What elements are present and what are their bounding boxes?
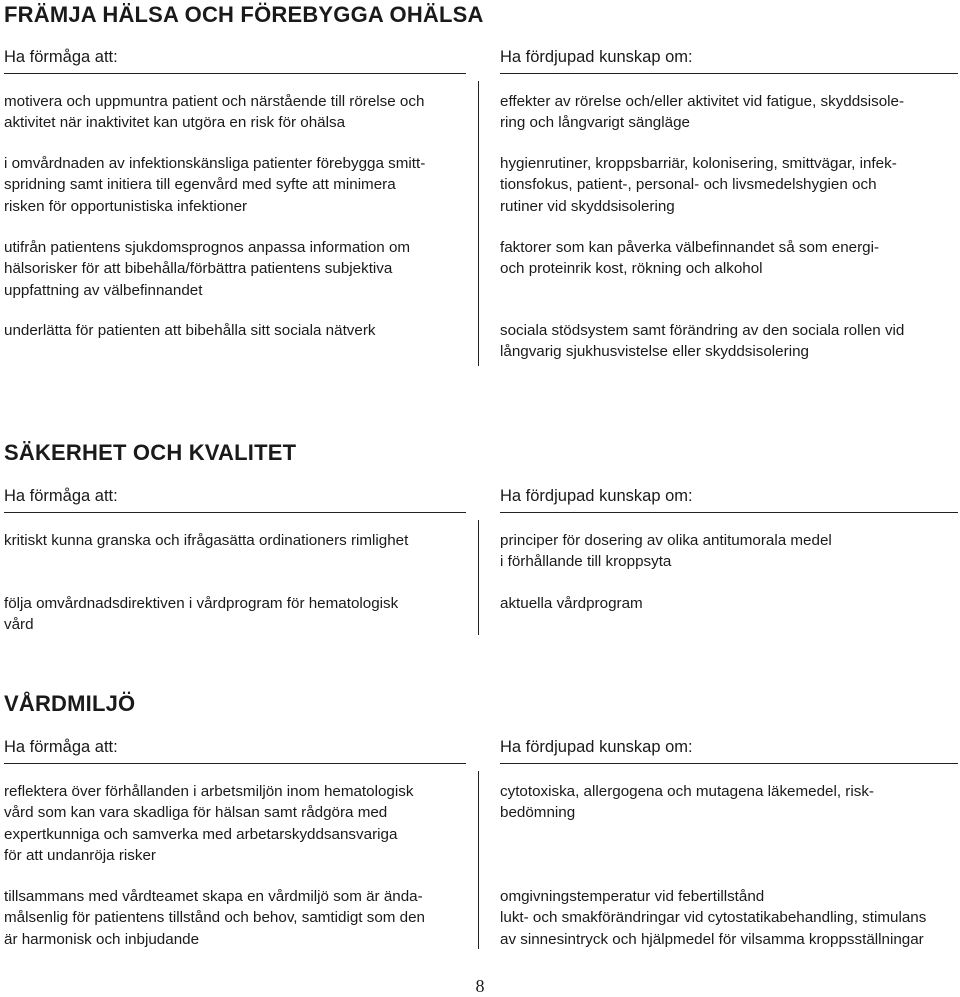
right-item: omgivningstemperatur vid febertillstånd lukt- och smakförändringar vid cytostatikabehandling, stimulans av sinnesintryck och hjälpmedel för vilsamma kroppsställningar [500,888,927,948]
section-title-sakerhet: SÄKERHET OCH KVALITET [4,440,297,465]
right-item: effekter av rörelse och/eller aktivitet vid fatigue, skyddsisole- ring och långvarigt sängläge [500,93,905,132]
column-divider [478,520,479,635]
left-item: i omvårdnaden av infektionskänsliga patienter förebygga smitt- spridning samt initiera till egenvård med syfte att minimera risken för opportunistiska infektioner [4,155,426,215]
right-item: principer för dosering av olika antitumorala medel i förhållande till kroppsyta [500,532,832,571]
left-item: följa omvårdnadsdirektiven i vårdprogram för hematologisk vård [4,595,399,634]
left-heading-rule [4,73,466,74]
section-title-framja-halsa: FRÄMJA HÄLSA OCH FÖREBYGGA OHÄLSA [4,2,484,27]
right-item: hygienrutiner, kroppsbarriär, kolonisering, smittvägar, infek- tionsfokus, patient-, personal- och livsmedelshygien och rutiner vid skyddsisolering [500,155,897,215]
left-column-heading: Ha förmåga att: [4,738,118,756]
left-item: tillsammans med vårdteamet skapa en vårdmiljö som är ända- målsenlig för patientens tillstånd och behov, samtidigt som den är harmonisk och inbjudande [4,888,425,948]
right-heading-rule [500,763,958,764]
right-heading-rule [500,73,958,74]
left-item: underlätta för patienten att bibehålla sitt sociala nätverk [4,322,376,339]
left-column-heading: Ha förmåga att: [4,48,118,66]
right-item: sociala stödsystem samt förändring av den sociala rollen vid långvarig sjukhusvistelse eller skyddsisolering [500,322,905,361]
right-column-heading: Ha fördjupad kunskap om: [500,487,693,505]
left-heading-rule [4,763,466,764]
right-column-heading: Ha fördjupad kunskap om: [500,48,693,66]
section-title-vardmiljo: VÅRDMILJÖ [4,691,136,716]
left-item: reflektera över förhållanden i arbetsmiljön inom hematologisk vård som kan vara skadliga för hälsan samt rådgöra med expertkunniga och samverka med arbetarskyddsansvariga för att undanröja risker [4,783,414,864]
left-item: motivera och uppmuntra patient och närstående till rörelse och aktivitet när inaktivitet kan utgöra en risk för ohälsa [4,93,425,132]
left-item: utifrån patientens sjukdomsprognos anpassa information om hälsorisker för att bibehålla/förbättra patientens subjektiva uppfattning av välbefinnandet [4,239,411,299]
left-column-heading: Ha förmåga att: [4,487,118,505]
right-heading-rule [500,512,958,513]
right-item: aktuella vårdprogram [500,595,643,612]
column-divider [478,81,479,366]
right-item: cytotoxiska, allergogena och mutagena läkemedel, risk- bedömning [500,783,874,822]
left-heading-rule [4,512,466,513]
left-item: kritiskt kunna granska och ifrågasätta ordinationers rimlighet [4,532,409,549]
page-number: 8 [475,976,485,996]
right-column-heading: Ha fördjupad kunskap om: [500,738,693,756]
right-item: faktorer som kan påverka välbefinnandet så som energi- och proteinrik kost, rökning och alkohol [500,239,880,278]
column-divider [478,771,479,949]
